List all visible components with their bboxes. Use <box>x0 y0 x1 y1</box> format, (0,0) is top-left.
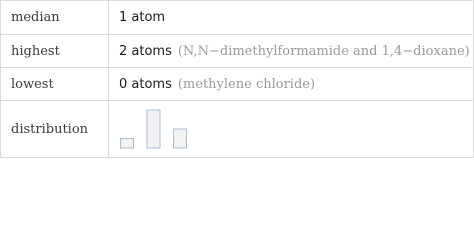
lowest-note: (methylene chloride) <box>177 76 316 92</box>
table-row <box>1 1 474 35</box>
row-label-median: median <box>1 1 109 35</box>
distribution-histogram <box>119 108 199 152</box>
median-value: 1 atom <box>119 10 166 25</box>
row-label-highest: highest <box>1 35 109 68</box>
table-row <box>1 35 474 68</box>
highest-value: 2 atoms <box>119 43 172 59</box>
row-value-lowest <box>109 68 474 101</box>
row-label-lowest: lowest <box>1 68 109 101</box>
row-label-distribution: distribution <box>1 101 109 158</box>
row-value-highest <box>109 35 474 68</box>
histogram-svg <box>119 108 199 152</box>
highest-note: (N,N−dimethylformamide and 1,4−dioxane) <box>177 43 470 59</box>
histogram-bar-0 <box>121 139 134 149</box>
row-value-distribution <box>109 101 474 158</box>
table-row <box>1 101 474 158</box>
row-value-median <box>109 1 474 35</box>
table-row <box>1 68 474 101</box>
histogram-bar-2 <box>174 129 187 148</box>
lowest-value: 0 atoms <box>119 76 172 92</box>
histogram-bar-1 <box>147 110 160 148</box>
